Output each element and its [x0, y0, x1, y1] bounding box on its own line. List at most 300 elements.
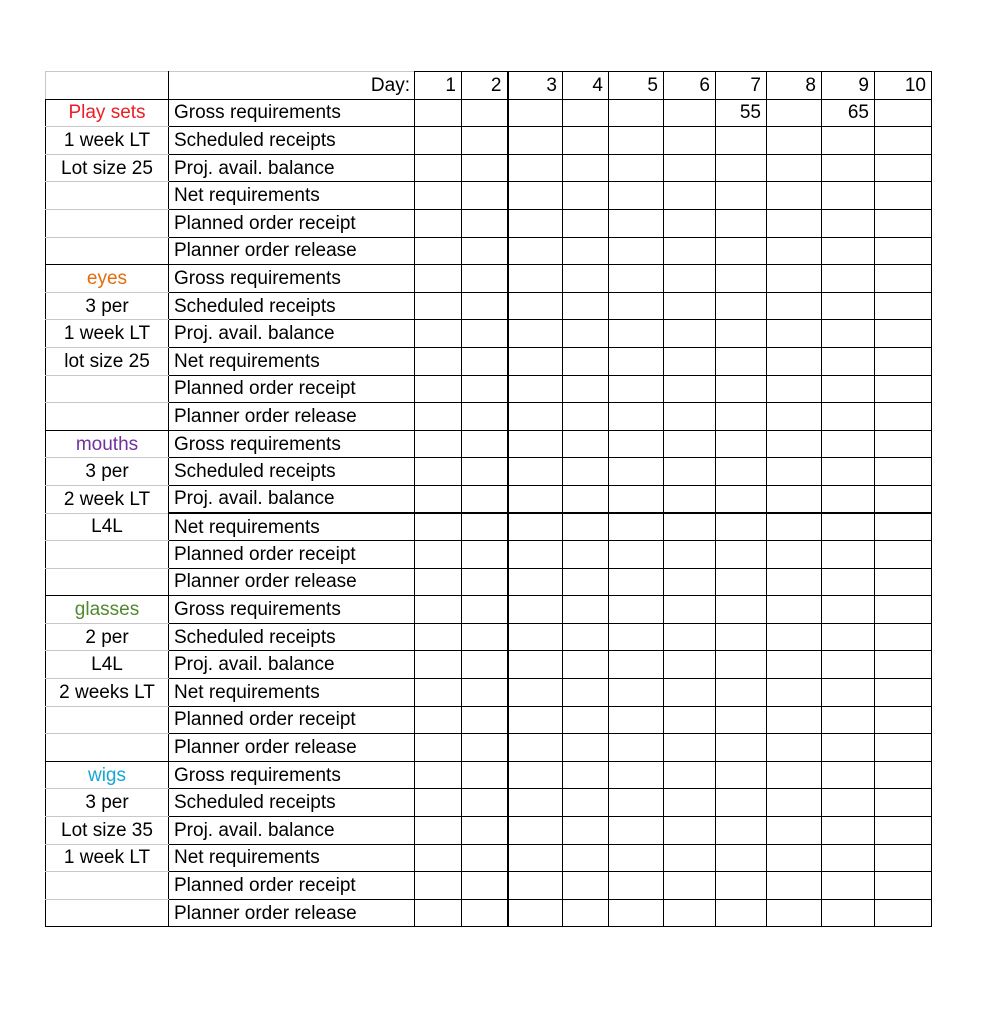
- glasses-proj-avail-balance-day-5[interactable]: [609, 651, 664, 679]
- glasses-planner-order-release-day-7[interactable]: [716, 734, 767, 762]
- play-sets-proj-avail-balance-day-9[interactable]: [822, 154, 875, 182]
- eyes-planner-order-release-day-3[interactable]: [508, 403, 563, 431]
- mouths-net-requirements-day-1[interactable]: [415, 513, 462, 541]
- glasses-scheduled-receipts-day-10[interactable]: [875, 623, 932, 651]
- eyes-planned-order-receipt-day-3[interactable]: [508, 375, 563, 403]
- play-sets-gross-requirements-day-10[interactable]: [875, 99, 932, 127]
- glasses-planner-order-release-day-4[interactable]: [563, 734, 609, 762]
- glasses-gross-requirements-day-9[interactable]: [822, 596, 875, 624]
- play-sets-proj-avail-balance-day-3[interactable]: [508, 154, 563, 182]
- glasses-planned-order-receipt-day-7[interactable]: [716, 706, 767, 734]
- mouths-net-requirements-day-9[interactable]: [822, 513, 875, 541]
- play-sets-planner-order-release-day-7[interactable]: [716, 237, 767, 265]
- glasses-planned-order-receipt-day-5[interactable]: [609, 706, 664, 734]
- wigs-proj-avail-balance-day-4[interactable]: [563, 817, 609, 845]
- eyes-planned-order-receipt-day-8[interactable]: [767, 375, 822, 403]
- wigs-proj-avail-balance-day-5[interactable]: [609, 817, 664, 845]
- eyes-proj-avail-balance-day-10[interactable]: [875, 320, 932, 348]
- wigs-gross-requirements-day-4[interactable]: [563, 761, 609, 789]
- eyes-proj-avail-balance-day-4[interactable]: [563, 320, 609, 348]
- play-sets-proj-avail-balance-day-2[interactable]: [462, 154, 508, 182]
- eyes-net-requirements-day-9[interactable]: [822, 347, 875, 375]
- mouths-planned-order-receipt-day-2[interactable]: [462, 541, 508, 569]
- wigs-gross-requirements-day-9[interactable]: [822, 761, 875, 789]
- mouths-proj-avail-balance-day-5[interactable]: [609, 485, 664, 513]
- mouths-gross-requirements-day-3[interactable]: [508, 430, 563, 458]
- eyes-planner-order-release-day-8[interactable]: [767, 403, 822, 431]
- glasses-scheduled-receipts-day-7[interactable]: [716, 623, 767, 651]
- mouths-proj-avail-balance-day-9[interactable]: [822, 485, 875, 513]
- mouths-net-requirements-day-10[interactable]: [875, 513, 932, 541]
- glasses-gross-requirements-day-6[interactable]: [664, 596, 716, 624]
- mouths-gross-requirements-day-6[interactable]: [664, 430, 716, 458]
- eyes-net-requirements-day-5[interactable]: [609, 347, 664, 375]
- wigs-net-requirements-day-6[interactable]: [664, 844, 716, 872]
- play-sets-scheduled-receipts-day-4[interactable]: [563, 127, 609, 155]
- play-sets-proj-avail-balance-day-10[interactable]: [875, 154, 932, 182]
- mouths-net-requirements-day-7[interactable]: [716, 513, 767, 541]
- eyes-planned-order-receipt-day-5[interactable]: [609, 375, 664, 403]
- eyes-planned-order-receipt-day-9[interactable]: [822, 375, 875, 403]
- mouths-gross-requirements-day-9[interactable]: [822, 430, 875, 458]
- wigs-net-requirements-day-1[interactable]: [415, 844, 462, 872]
- eyes-planner-order-release-day-5[interactable]: [609, 403, 664, 431]
- glasses-planner-order-release-day-2[interactable]: [462, 734, 508, 762]
- play-sets-planned-order-receipt-day-3[interactable]: [508, 209, 563, 237]
- play-sets-planner-order-release-day-1[interactable]: [415, 237, 462, 265]
- play-sets-planned-order-receipt-day-10[interactable]: [875, 209, 932, 237]
- glasses-gross-requirements-day-2[interactable]: [462, 596, 508, 624]
- eyes-planned-order-receipt-day-2[interactable]: [462, 375, 508, 403]
- glasses-proj-avail-balance-day-8[interactable]: [767, 651, 822, 679]
- play-sets-planned-order-receipt-day-1[interactable]: [415, 209, 462, 237]
- wigs-proj-avail-balance-day-6[interactable]: [664, 817, 716, 845]
- mouths-planned-order-receipt-day-3[interactable]: [508, 541, 563, 569]
- eyes-gross-requirements-day-4[interactable]: [563, 265, 609, 293]
- glasses-planner-order-release-day-6[interactable]: [664, 734, 716, 762]
- play-sets-proj-avail-balance-day-4[interactable]: [563, 154, 609, 182]
- eyes-proj-avail-balance-day-7[interactable]: [716, 320, 767, 348]
- glasses-gross-requirements-day-7[interactable]: [716, 596, 767, 624]
- glasses-net-requirements-day-1[interactable]: [415, 679, 462, 707]
- wigs-net-requirements-day-7[interactable]: [716, 844, 767, 872]
- wigs-proj-avail-balance-day-10[interactable]: [875, 817, 932, 845]
- wigs-planner-order-release-day-2[interactable]: [462, 899, 508, 927]
- mouths-gross-requirements-day-4[interactable]: [563, 430, 609, 458]
- eyes-net-requirements-day-10[interactable]: [875, 347, 932, 375]
- wigs-gross-requirements-day-6[interactable]: [664, 761, 716, 789]
- play-sets-planned-order-receipt-day-7[interactable]: [716, 209, 767, 237]
- wigs-proj-avail-balance-day-2[interactable]: [462, 817, 508, 845]
- play-sets-net-requirements-day-1[interactable]: [415, 182, 462, 210]
- wigs-net-requirements-day-9[interactable]: [822, 844, 875, 872]
- wigs-gross-requirements-day-5[interactable]: [609, 761, 664, 789]
- wigs-planned-order-receipt-day-7[interactable]: [716, 872, 767, 900]
- mouths-planned-order-receipt-day-8[interactable]: [767, 541, 822, 569]
- wigs-planner-order-release-day-4[interactable]: [563, 899, 609, 927]
- mouths-proj-avail-balance-day-10[interactable]: [875, 485, 932, 513]
- eyes-gross-requirements-day-6[interactable]: [664, 265, 716, 293]
- wigs-planned-order-receipt-day-6[interactable]: [664, 872, 716, 900]
- eyes-gross-requirements-day-7[interactable]: [716, 265, 767, 293]
- mouths-proj-avail-balance-day-4[interactable]: [563, 485, 609, 513]
- mouths-planner-order-release-day-10[interactable]: [875, 568, 932, 596]
- glasses-net-requirements-day-3[interactable]: [508, 679, 563, 707]
- mouths-gross-requirements-day-5[interactable]: [609, 430, 664, 458]
- glasses-planned-order-receipt-day-3[interactable]: [508, 706, 563, 734]
- mouths-planner-order-release-day-7[interactable]: [716, 568, 767, 596]
- wigs-planned-order-receipt-day-3[interactable]: [508, 872, 563, 900]
- glasses-planner-order-release-day-10[interactable]: [875, 734, 932, 762]
- wigs-planner-order-release-day-5[interactable]: [609, 899, 664, 927]
- glasses-scheduled-receipts-day-5[interactable]: [609, 623, 664, 651]
- wigs-gross-requirements-day-2[interactable]: [462, 761, 508, 789]
- mouths-planner-order-release-day-9[interactable]: [822, 568, 875, 596]
- eyes-net-requirements-day-8[interactable]: [767, 347, 822, 375]
- wigs-planned-order-receipt-day-8[interactable]: [767, 872, 822, 900]
- play-sets-scheduled-receipts-day-8[interactable]: [767, 127, 822, 155]
- glasses-scheduled-receipts-day-9[interactable]: [822, 623, 875, 651]
- glasses-net-requirements-day-10[interactable]: [875, 679, 932, 707]
- mouths-proj-avail-balance-day-6[interactable]: [664, 485, 716, 513]
- glasses-proj-avail-balance-day-10[interactable]: [875, 651, 932, 679]
- glasses-scheduled-receipts-day-4[interactable]: [563, 623, 609, 651]
- mouths-planned-order-receipt-day-1[interactable]: [415, 541, 462, 569]
- play-sets-planned-order-receipt-day-6[interactable]: [664, 209, 716, 237]
- play-sets-planner-order-release-day-8[interactable]: [767, 237, 822, 265]
- eyes-planner-order-release-day-6[interactable]: [664, 403, 716, 431]
- play-sets-scheduled-receipts-day-3[interactable]: [508, 127, 563, 155]
- play-sets-proj-avail-balance-day-8[interactable]: [767, 154, 822, 182]
- wigs-planner-order-release-day-6[interactable]: [664, 899, 716, 927]
- mouths-gross-requirements-day-7[interactable]: [716, 430, 767, 458]
- mouths-planner-order-release-day-5[interactable]: [609, 568, 664, 596]
- glasses-scheduled-receipts-day-1[interactable]: [415, 623, 462, 651]
- mouths-planner-order-release-day-4[interactable]: [563, 568, 609, 596]
- wigs-planner-order-release-day-10[interactable]: [875, 899, 932, 927]
- wigs-scheduled-receipts-day-3[interactable]: [508, 789, 563, 817]
- play-sets-net-requirements-day-5[interactable]: [609, 182, 664, 210]
- play-sets-gross-requirements-day-9[interactable]: 65: [822, 99, 875, 127]
- glasses-net-requirements-day-9[interactable]: [822, 679, 875, 707]
- mouths-proj-avail-balance-day-8[interactable]: [767, 485, 822, 513]
- mouths-planner-order-release-day-1[interactable]: [415, 568, 462, 596]
- glasses-gross-requirements-day-4[interactable]: [563, 596, 609, 624]
- eyes-planned-order-receipt-day-4[interactable]: [563, 375, 609, 403]
- mouths-proj-avail-balance-day-2[interactable]: [462, 485, 508, 513]
- wigs-net-requirements-day-3[interactable]: [508, 844, 563, 872]
- play-sets-scheduled-receipts-day-10[interactable]: [875, 127, 932, 155]
- glasses-planner-order-release-day-8[interactable]: [767, 734, 822, 762]
- wigs-gross-requirements-day-7[interactable]: [716, 761, 767, 789]
- eyes-planner-order-release-day-4[interactable]: [563, 403, 609, 431]
- eyes-scheduled-receipts-day-9[interactable]: [822, 292, 875, 320]
- wigs-planner-order-release-day-8[interactable]: [767, 899, 822, 927]
- play-sets-scheduled-receipts-day-1[interactable]: [415, 127, 462, 155]
- glasses-planned-order-receipt-day-1[interactable]: [415, 706, 462, 734]
- play-sets-gross-requirements-day-8[interactable]: [767, 99, 822, 127]
- play-sets-gross-requirements-day-3[interactable]: [508, 99, 563, 127]
- mouths-gross-requirements-day-10[interactable]: [875, 430, 932, 458]
- mouths-gross-requirements-day-8[interactable]: [767, 430, 822, 458]
- glasses-scheduled-receipts-day-2[interactable]: [462, 623, 508, 651]
- play-sets-proj-avail-balance-day-1[interactable]: [415, 154, 462, 182]
- glasses-net-requirements-day-4[interactable]: [563, 679, 609, 707]
- wigs-proj-avail-balance-day-9[interactable]: [822, 817, 875, 845]
- eyes-scheduled-receipts-day-2[interactable]: [462, 292, 508, 320]
- wigs-net-requirements-day-5[interactable]: [609, 844, 664, 872]
- play-sets-net-requirements-day-3[interactable]: [508, 182, 563, 210]
- glasses-proj-avail-balance-day-3[interactable]: [508, 651, 563, 679]
- eyes-proj-avail-balance-day-5[interactable]: [609, 320, 664, 348]
- play-sets-proj-avail-balance-day-7[interactable]: [716, 154, 767, 182]
- play-sets-planner-order-release-day-4[interactable]: [563, 237, 609, 265]
- wigs-net-requirements-day-4[interactable]: [563, 844, 609, 872]
- wigs-gross-requirements-day-10[interactable]: [875, 761, 932, 789]
- wigs-net-requirements-day-10[interactable]: [875, 844, 932, 872]
- play-sets-gross-requirements-day-1[interactable]: [415, 99, 462, 127]
- eyes-planned-order-receipt-day-7[interactable]: [716, 375, 767, 403]
- mouths-net-requirements-day-3[interactable]: [508, 513, 563, 541]
- mouths-planned-order-receipt-day-6[interactable]: [664, 541, 716, 569]
- wigs-planned-order-receipt-day-9[interactable]: [822, 872, 875, 900]
- glasses-net-requirements-day-8[interactable]: [767, 679, 822, 707]
- glasses-planned-order-receipt-day-4[interactable]: [563, 706, 609, 734]
- play-sets-net-requirements-day-7[interactable]: [716, 182, 767, 210]
- play-sets-net-requirements-day-2[interactable]: [462, 182, 508, 210]
- eyes-net-requirements-day-3[interactable]: [508, 347, 563, 375]
- mouths-scheduled-receipts-day-8[interactable]: [767, 458, 822, 486]
- glasses-net-requirements-day-6[interactable]: [664, 679, 716, 707]
- play-sets-net-requirements-day-4[interactable]: [563, 182, 609, 210]
- wigs-proj-avail-balance-day-1[interactable]: [415, 817, 462, 845]
- wigs-planner-order-release-day-3[interactable]: [508, 899, 563, 927]
- wigs-planned-order-receipt-day-1[interactable]: [415, 872, 462, 900]
- play-sets-planned-order-receipt-day-8[interactable]: [767, 209, 822, 237]
- eyes-planned-order-receipt-day-10[interactable]: [875, 375, 932, 403]
- mouths-planner-order-release-day-3[interactable]: [508, 568, 563, 596]
- eyes-scheduled-receipts-day-6[interactable]: [664, 292, 716, 320]
- play-sets-gross-requirements-day-6[interactable]: [664, 99, 716, 127]
- eyes-planned-order-receipt-day-6[interactable]: [664, 375, 716, 403]
- wigs-scheduled-receipts-day-1[interactable]: [415, 789, 462, 817]
- mouths-scheduled-receipts-day-1[interactable]: [415, 458, 462, 486]
- wigs-planner-order-release-day-7[interactable]: [716, 899, 767, 927]
- glasses-planned-order-receipt-day-8[interactable]: [767, 706, 822, 734]
- wigs-scheduled-receipts-day-7[interactable]: [716, 789, 767, 817]
- glasses-planned-order-receipt-day-10[interactable]: [875, 706, 932, 734]
- glasses-gross-requirements-day-3[interactable]: [508, 596, 563, 624]
- wigs-scheduled-receipts-day-5[interactable]: [609, 789, 664, 817]
- eyes-scheduled-receipts-day-8[interactable]: [767, 292, 822, 320]
- mouths-net-requirements-day-6[interactable]: [664, 513, 716, 541]
- play-sets-net-requirements-day-9[interactable]: [822, 182, 875, 210]
- mouths-scheduled-receipts-day-7[interactable]: [716, 458, 767, 486]
- mouths-net-requirements-day-4[interactable]: [563, 513, 609, 541]
- play-sets-gross-requirements-day-7[interactable]: 55: [716, 99, 767, 127]
- play-sets-planner-order-release-day-9[interactable]: [822, 237, 875, 265]
- mouths-scheduled-receipts-day-6[interactable]: [664, 458, 716, 486]
- play-sets-proj-avail-balance-day-5[interactable]: [609, 154, 664, 182]
- glasses-scheduled-receipts-day-6[interactable]: [664, 623, 716, 651]
- eyes-scheduled-receipts-day-3[interactable]: [508, 292, 563, 320]
- wigs-gross-requirements-day-1[interactable]: [415, 761, 462, 789]
- mouths-net-requirements-day-2[interactable]: [462, 513, 508, 541]
- glasses-gross-requirements-day-5[interactable]: [609, 596, 664, 624]
- play-sets-planned-order-receipt-day-9[interactable]: [822, 209, 875, 237]
- play-sets-planned-order-receipt-day-4[interactable]: [563, 209, 609, 237]
- eyes-gross-requirements-day-1[interactable]: [415, 265, 462, 293]
- glasses-proj-avail-balance-day-7[interactable]: [716, 651, 767, 679]
- glasses-scheduled-receipts-day-8[interactable]: [767, 623, 822, 651]
- wigs-proj-avail-balance-day-8[interactable]: [767, 817, 822, 845]
- eyes-gross-requirements-day-3[interactable]: [508, 265, 563, 293]
- eyes-net-requirements-day-1[interactable]: [415, 347, 462, 375]
- wigs-scheduled-receipts-day-9[interactable]: [822, 789, 875, 817]
- wigs-scheduled-receipts-day-4[interactable]: [563, 789, 609, 817]
- eyes-proj-avail-balance-day-6[interactable]: [664, 320, 716, 348]
- play-sets-gross-requirements-day-5[interactable]: [609, 99, 664, 127]
- eyes-scheduled-receipts-day-10[interactable]: [875, 292, 932, 320]
- glasses-planner-order-release-day-5[interactable]: [609, 734, 664, 762]
- play-sets-planner-order-release-day-2[interactable]: [462, 237, 508, 265]
- play-sets-planner-order-release-day-5[interactable]: [609, 237, 664, 265]
- eyes-net-requirements-day-6[interactable]: [664, 347, 716, 375]
- wigs-net-requirements-day-8[interactable]: [767, 844, 822, 872]
- eyes-planner-order-release-day-7[interactable]: [716, 403, 767, 431]
- glasses-planner-order-release-day-1[interactable]: [415, 734, 462, 762]
- eyes-net-requirements-day-7[interactable]: [716, 347, 767, 375]
- mouths-scheduled-receipts-day-9[interactable]: [822, 458, 875, 486]
- wigs-proj-avail-balance-day-3[interactable]: [508, 817, 563, 845]
- mouths-scheduled-receipts-day-10[interactable]: [875, 458, 932, 486]
- wigs-proj-avail-balance-day-7[interactable]: [716, 817, 767, 845]
- eyes-gross-requirements-day-10[interactable]: [875, 265, 932, 293]
- play-sets-proj-avail-balance-day-6[interactable]: [664, 154, 716, 182]
- wigs-scheduled-receipts-day-8[interactable]: [767, 789, 822, 817]
- eyes-gross-requirements-day-2[interactable]: [462, 265, 508, 293]
- glasses-planned-order-receipt-day-6[interactable]: [664, 706, 716, 734]
- glasses-planner-order-release-day-3[interactable]: [508, 734, 563, 762]
- glasses-net-requirements-day-5[interactable]: [609, 679, 664, 707]
- mouths-scheduled-receipts-day-5[interactable]: [609, 458, 664, 486]
- glasses-proj-avail-balance-day-1[interactable]: [415, 651, 462, 679]
- glasses-gross-requirements-day-1[interactable]: [415, 596, 462, 624]
- eyes-gross-requirements-day-8[interactable]: [767, 265, 822, 293]
- play-sets-gross-requirements-day-4[interactable]: [563, 99, 609, 127]
- play-sets-scheduled-receipts-day-9[interactable]: [822, 127, 875, 155]
- play-sets-planner-order-release-day-10[interactable]: [875, 237, 932, 265]
- glasses-planned-order-receipt-day-9[interactable]: [822, 706, 875, 734]
- play-sets-planned-order-receipt-day-2[interactable]: [462, 209, 508, 237]
- play-sets-planner-order-release-day-6[interactable]: [664, 237, 716, 265]
- eyes-planner-order-release-day-2[interactable]: [462, 403, 508, 431]
- mouths-planned-order-receipt-day-9[interactable]: [822, 541, 875, 569]
- wigs-scheduled-receipts-day-2[interactable]: [462, 789, 508, 817]
- eyes-net-requirements-day-4[interactable]: [563, 347, 609, 375]
- mouths-planned-order-receipt-day-10[interactable]: [875, 541, 932, 569]
- eyes-proj-avail-balance-day-9[interactable]: [822, 320, 875, 348]
- mouths-planner-order-release-day-6[interactable]: [664, 568, 716, 596]
- mouths-proj-avail-balance-day-7[interactable]: [716, 485, 767, 513]
- play-sets-net-requirements-day-6[interactable]: [664, 182, 716, 210]
- eyes-planner-order-release-day-9[interactable]: [822, 403, 875, 431]
- wigs-planned-order-receipt-day-4[interactable]: [563, 872, 609, 900]
- wigs-net-requirements-day-2[interactable]: [462, 844, 508, 872]
- eyes-net-requirements-day-2[interactable]: [462, 347, 508, 375]
- wigs-gross-requirements-day-3[interactable]: [508, 761, 563, 789]
- wigs-scheduled-receipts-day-10[interactable]: [875, 789, 932, 817]
- wigs-planner-order-release-day-1[interactable]: [415, 899, 462, 927]
- eyes-planner-order-release-day-1[interactable]: [415, 403, 462, 431]
- play-sets-scheduled-receipts-day-5[interactable]: [609, 127, 664, 155]
- eyes-scheduled-receipts-day-1[interactable]: [415, 292, 462, 320]
- mouths-proj-avail-balance-day-3[interactable]: [508, 485, 563, 513]
- eyes-planner-order-release-day-10[interactable]: [875, 403, 932, 431]
- mouths-planned-order-receipt-day-7[interactable]: [716, 541, 767, 569]
- wigs-planned-order-receipt-day-5[interactable]: [609, 872, 664, 900]
- glasses-net-requirements-day-2[interactable]: [462, 679, 508, 707]
- glasses-proj-avail-balance-day-6[interactable]: [664, 651, 716, 679]
- eyes-proj-avail-balance-day-8[interactable]: [767, 320, 822, 348]
- eyes-planned-order-receipt-day-1[interactable]: [415, 375, 462, 403]
- mouths-proj-avail-balance-day-1[interactable]: [415, 485, 462, 513]
- eyes-scheduled-receipts-day-4[interactable]: [563, 292, 609, 320]
- glasses-proj-avail-balance-day-4[interactable]: [563, 651, 609, 679]
- glasses-proj-avail-balance-day-9[interactable]: [822, 651, 875, 679]
- mouths-gross-requirements-day-2[interactable]: [462, 430, 508, 458]
- glasses-gross-requirements-day-10[interactable]: [875, 596, 932, 624]
- glasses-gross-requirements-day-8[interactable]: [767, 596, 822, 624]
- play-sets-net-requirements-day-10[interactable]: [875, 182, 932, 210]
- glasses-proj-avail-balance-day-2[interactable]: [462, 651, 508, 679]
- play-sets-planner-order-release-day-3[interactable]: [508, 237, 563, 265]
- mouths-planner-order-release-day-8[interactable]: [767, 568, 822, 596]
- eyes-scheduled-receipts-day-5[interactable]: [609, 292, 664, 320]
- mouths-net-requirements-day-8[interactable]: [767, 513, 822, 541]
- eyes-proj-avail-balance-day-1[interactable]: [415, 320, 462, 348]
- eyes-proj-avail-balance-day-3[interactable]: [508, 320, 563, 348]
- mouths-gross-requirements-day-1[interactable]: [415, 430, 462, 458]
- mouths-planned-order-receipt-day-5[interactable]: [609, 541, 664, 569]
- wigs-planned-order-receipt-day-10[interactable]: [875, 872, 932, 900]
- mouths-net-requirements-day-5[interactable]: [609, 513, 664, 541]
- mouths-scheduled-receipts-day-4[interactable]: [563, 458, 609, 486]
- eyes-gross-requirements-day-9[interactable]: [822, 265, 875, 293]
- play-sets-scheduled-receipts-day-6[interactable]: [664, 127, 716, 155]
- mouths-scheduled-receipts-day-2[interactable]: [462, 458, 508, 486]
- glasses-planner-order-release-day-9[interactable]: [822, 734, 875, 762]
- wigs-scheduled-receipts-day-6[interactable]: [664, 789, 716, 817]
- play-sets-scheduled-receipts-day-2[interactable]: [462, 127, 508, 155]
- eyes-proj-avail-balance-day-2[interactable]: [462, 320, 508, 348]
- eyes-gross-requirements-day-5[interactable]: [609, 265, 664, 293]
- eyes-scheduled-receipts-day-7[interactable]: [716, 292, 767, 320]
- mouths-scheduled-receipts-day-3[interactable]: [508, 458, 563, 486]
- wigs-gross-requirements-day-8[interactable]: [767, 761, 822, 789]
- mouths-planner-order-release-day-2[interactable]: [462, 568, 508, 596]
- play-sets-gross-requirements-day-2[interactable]: [462, 99, 508, 127]
- play-sets-scheduled-receipts-day-7[interactable]: [716, 127, 767, 155]
- play-sets-planned-order-receipt-day-5[interactable]: [609, 209, 664, 237]
- mouths-planned-order-receipt-day-4[interactable]: [563, 541, 609, 569]
- wigs-planner-order-release-day-9[interactable]: [822, 899, 875, 927]
- glasses-scheduled-receipts-day-3[interactable]: [508, 623, 563, 651]
- play-sets-net-requirements-day-8[interactable]: [767, 182, 822, 210]
- wigs-planned-order-receipt-day-2[interactable]: [462, 872, 508, 900]
- glasses-planned-order-receipt-day-2[interactable]: [462, 706, 508, 734]
- glasses-net-requirements-day-7[interactable]: [716, 679, 767, 707]
